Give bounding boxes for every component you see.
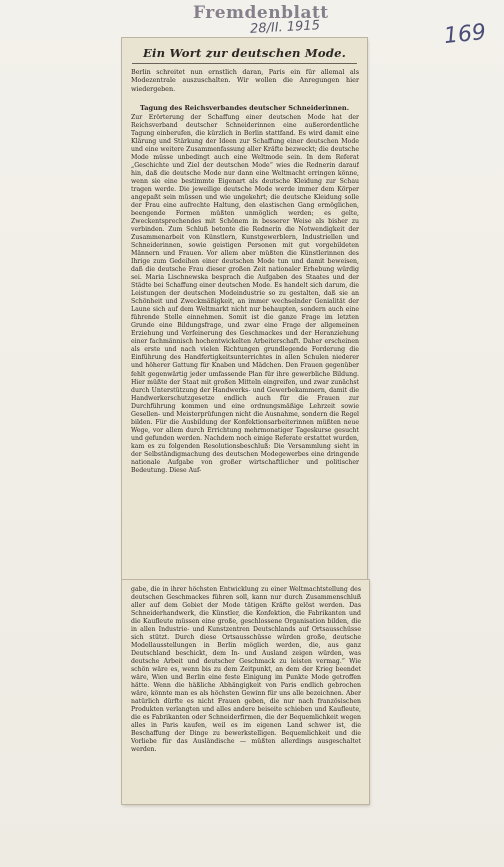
article-lead: Berlin schreitet nun ernstlich daran, Paris ein für allemal als Modezentrale auszuschalten. Wir wollen die Anregungen hier wiedergeben. xyxy=(131,68,359,93)
title-rule xyxy=(132,63,357,64)
handwritten-date: 28/II. 1915 xyxy=(249,18,321,37)
article-body-part-1: Zur Erörterung der Schaffung einer deutschen Mode hat der Reichsverband deutscher Schneiderinnen eine außerordentliche Tagung einberufen, die kürzlich in Berlin stattfand. Es wird damit eine Klärung und Stärkung der Ideen zur Schaffung einer deutschen Mode und eine weitere Zusammenfassung aller Kräfte bezweckt; die deutsche Mode müsse unbedingt auch eine Weltmode sein. In dem Referat „Geschichte und Ziel der deutschen Mode“ wies die Rednerin darauf hin, daß die deutsche Mode nur dann eine Weltmacht erringen könne, wenn sie eine bestimmte Eigenart als deutsche Kleidung zur Schau tragen werde. Die jeweilige deutsche Mode werde immer dem Körper angepaßt sein müssen und wie ungekehrt; die deutsche Kleidung solle der Frau eine aufrechte Haltung, den elastischen Gang ermöglichen, beengende Formen müßten unmöglich werden; es gelte, Zweckentsprechendes mit Schönem in besserer Weise als bisher zu verbinden. Zum Schluß betonte die Rednerin die Notwendigkeit der Zusammenarbeit von Künstlern, Kunstgewerblern, Industriellen und Schneiderinnen, sowie geistigen Personen mit gut vorgebildeten Männern und Frauen. Vor allem aber müßten die Künstlerinnen des Ihrige zum Gedeihen einer deutschen Mode tun und damit beweisen, daß die deutsche Frau dieser großen Zeit nationaler Erhebung würdig sei. Maria Lischnewska besprach die Aufgaben des Staates und der Städte bei Schaffung einer deutschen Mode. Es handelt sich darum, die Leistungen der deutschen Modeindustrie so zu gestalten, daß sie an Schönheit und Zweckmäßigkeit, an immer wechselnder Genialität der Laune sich auf dem Weltmarkt nicht nur behaupten, sondern auch eine führende Stelle einnehmen. Somit ist die ganze Frage im letzten Grunde eine Bildungsfrage, und zwar eine Frage der allgemeinen Erziehung und Verfeinerung des Geschmackes und der Heranziehung einer fachmännisch hochentwickelten Arbeiterschaft. Daher erscheinen als erste und nach vielen Richtungen grundlegende Forderung die Einführung des Handfertigkeitsunterrichtes in allen Schulen niederer und höherer Gattung für Knaben und Mädchen. Den Frauen gegenüber fehlt gegenwärtig jeder umfassende Plan für ihre gewerbliche Bildung. Hier müßte der Staat mit großen Mitteln eingreifen, und zwar zunächst durch Unterstützung der Handwerks- und Gewerbekammern, damit die Handwerkerschutzgesetze endlich auch für die Frauen zur Durchführung kommen und eine ordnungsmäßige Lehrzeit sowie Gesellen- und Meisterprüfungen nicht die Ausnahme, sondern die Regel bilden. Für die Ausbildung der Konfektionsarbeiterinnen müßten neue Wege, vor allem durch Errichtung mehrmonatiger Tageskurse gesucht und gefunden werden. Nachdem noch einige Referate erstattet wurden, kam es zu folgenden Resolutionsbeschluß: Die Versammlung sieht in der Selbständigmachung des deutschen Modegewerbes eine dringende nationale Aufgabe von großer wirtschaftlicher und politischer Bedeutung. Diese Auf- xyxy=(131,114,359,474)
archive-number: 169 xyxy=(442,19,488,50)
article-body-part-2: gabe, die in ihrer höchsten Entwicklung zu einer Weltmachtstellung des deutschen Geschmackes führen soll, kann nur durch Zusammenschluß aller auf dem Gebiet der Mode tätigen Kräfte gelöst werden. Das Schneiderhandwerk, die Künstler, die Konfektion, die Fabrikanten und die Kaufleute müssen eine große, geschlossene Organisation bilden, die in allen Industrie- und Kunstzentren Deutschlands auf Ortsausschüsse sich stützt. Durch diese Ortsausschüsse würden große, deutsche Modellausstellungen in Berlin möglich werden, die, aus ganz Deutschland beschickt, dem In- und Ausland zeigen würden, was deutsche Arbeit und deutscher Geschmack zu leisten vermag.“ Wie schön wäre es, wenn bis zu dem Zeitpunkt, an dem der Krieg beendet wäre, Wien und Berlin eine feste Einigung im Punkte Mode getroffen hätte. Wenn die häßliche Abhängigkeit von Paris endlich gebrochen wäre, könnte man es als höchsten Gewinn für uns alle bezeichnen. Aber natürlich dürfte es nicht Frauen geben, die nur nach französischen Produkten verlangten und alles andere beiseite schieben und Kaufleute, die es Fabrikanten oder Schneiderfirmen, die der Bequemlichkeit wegen alles in Paris kaufen, weil es im eigenen Land schwer ist, die Beschaffung der Dinge zu bewerkstelligen. Bequemlichkeit und die Vorliebe für das Ausländische — müßten allerdings ausgeschaltet werden. xyxy=(131,586,361,754)
article-subtitle: Tagung des Reichsverbandes deutscher Schneiderinnen. xyxy=(139,104,349,112)
article-title: Ein Wort zur deutschen Mode. xyxy=(143,46,346,60)
newspaper-stamp: Fremdenblatt xyxy=(193,3,329,23)
